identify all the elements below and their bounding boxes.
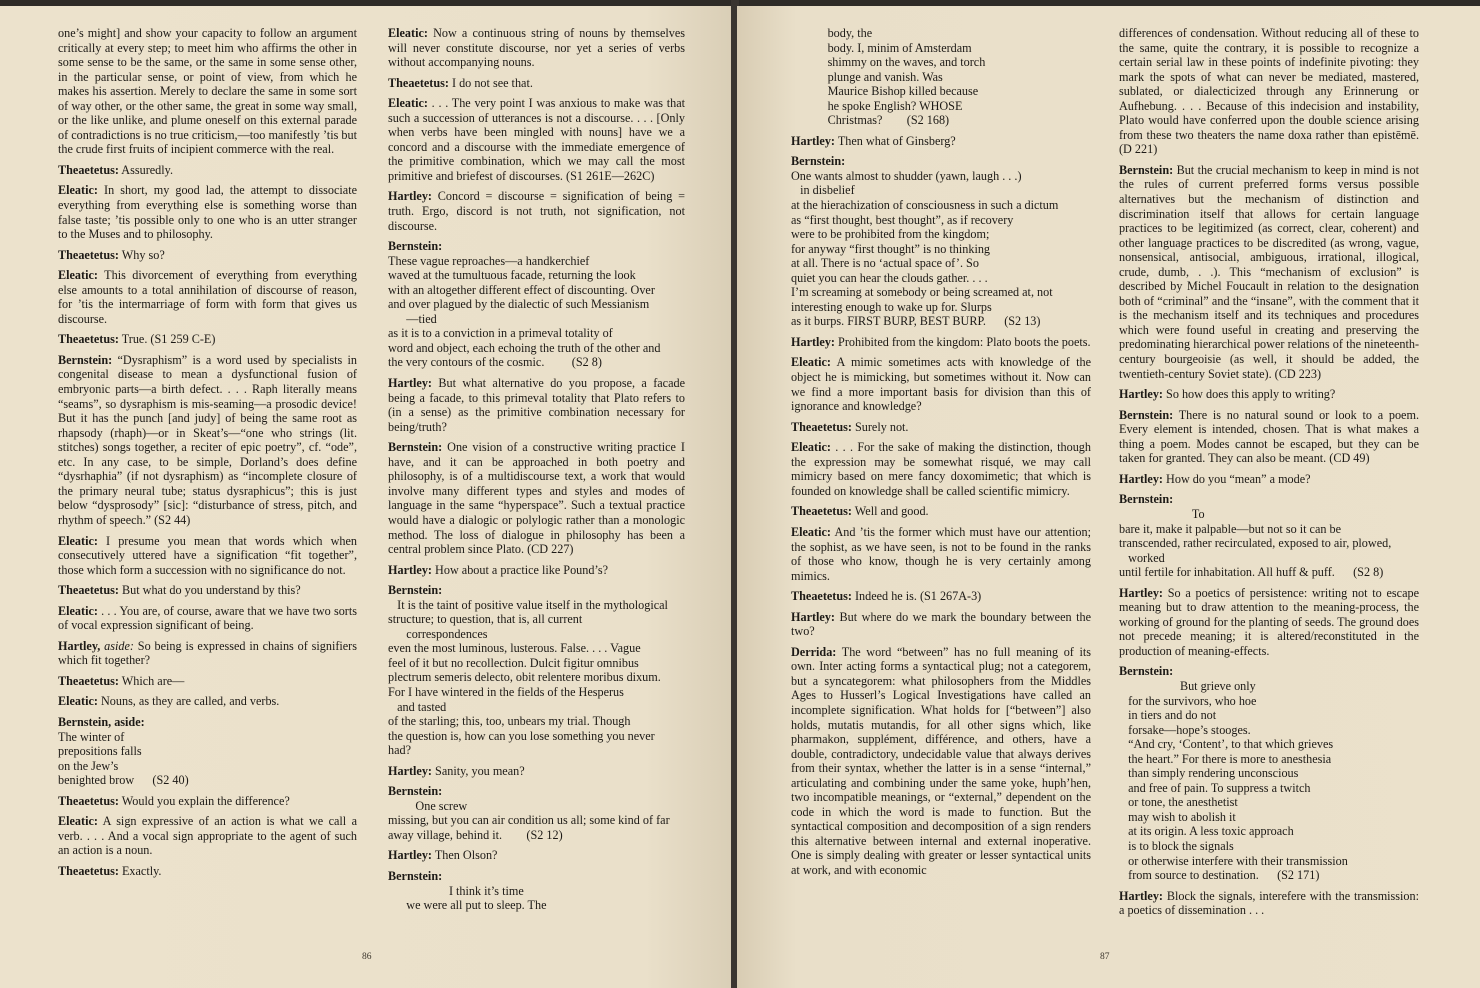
dialogue-paragraph <box>388 563 685 578</box>
speaker-name: Bernstein: <box>388 239 443 254</box>
speaker-label: Theaetetus: <box>58 673 119 688</box>
verse-block <box>1119 492 1419 579</box>
dialogue-paragraph <box>1119 472 1419 487</box>
paragraph-text: So how does this apply to writing? <box>1163 387 1336 402</box>
verse-line: of the starling; this, too, unbears my trial. Though <box>388 714 631 729</box>
dialogue-paragraph <box>58 353 357 528</box>
speaker-name: Bernstein, <box>58 714 112 729</box>
verse-line: interesting enough to wake up for. Slurps <box>791 299 992 314</box>
speaker-label: Theaetetus: <box>58 332 119 347</box>
verse-line: These vague reproaches—a handkerchief <box>388 253 590 268</box>
dialogue-paragraph <box>58 864 357 879</box>
paragraph-text: . . . The very point I was anxious to make was that such a succession of utterances is not a discourse. . . . [Only when verbs have been mingled with nouns] have we a concord and a discourse with the immediate emergence of the primitive combination, which we may call the most primitive and briefest of discourses. (S1 261E—262C) <box>388 96 685 183</box>
verse-line: “And cry, ‘Content’, to that which grieves <box>1119 737 1334 752</box>
verse-block <box>1119 664 1419 882</box>
dialogue-paragraph <box>1119 586 1419 659</box>
verse-line: with an altogether different effect of discounting. Over <box>388 282 655 297</box>
verse-line: had? <box>388 743 412 758</box>
verse-line: missing, but you can air condition us all; some kind of far <box>388 813 670 828</box>
dialogue-paragraph <box>58 183 357 241</box>
dialogue-paragraph <box>388 76 685 91</box>
aside-label: aside: <box>111 714 145 729</box>
speaker-label: Eleatic: <box>58 694 98 709</box>
paragraph-text: one’s might] and show your capacity to follow an argument critically at every step; to meet him who affirms the other in some sense to be the same, or the same in some sense other, in the particular sense, or point of view, from which he makes his assertion. Merely to declare the same in some sort of way other, or the other same, the great in some way small, or the like unlike, and plume oneself on this external parade of contradictions is no true criticism,—too manifestly ’tis but the crude first fruits of incipient commerce with the real. <box>58 26 357 157</box>
speaker-label: Theaetetus: <box>58 793 119 808</box>
speaker-label: Eleatic: <box>58 814 98 829</box>
verse-line: or tone, the anesthetist <box>1119 795 1238 810</box>
verse-line: in tiers and do not <box>1119 708 1217 723</box>
paragraph-text: And ’tis the former which must have our attention; the sophist, as we have seen, is not to be found in the ranks of those who know, though he is very certainly among mimics. <box>791 524 1091 583</box>
dialogue-paragraph <box>58 694 357 709</box>
dialogue-paragraph <box>1119 163 1419 381</box>
verse-line: To <box>1119 506 1205 521</box>
paragraph-text: Well and good. <box>851 504 929 519</box>
speaker-label <box>388 869 685 884</box>
speaker-label: Theaetetus: <box>791 504 852 519</box>
paragraph-text: But what alternative do you propose, a facade being a facade, to this primeval totality that Plato refers to (in a sense) as the primitive combination necessary for being/truth? <box>388 376 685 434</box>
dialogue-paragraph <box>58 534 357 578</box>
verse-block <box>58 715 357 788</box>
paragraph-text: A mimic sometimes acts with knowledge of the object he is mimicking, but sometimes without it. Now can we find a more important basis for division than this of ignorance and knowledge? <box>791 355 1091 414</box>
paragraph-text: The word “between” has no full meaning of its own. Inter acting forms a syntactical plug; not a categorem, but a syncategorem: what philosophers from the Middles Ages to Husserl’s Logical Investigations have called an incomplete signification. What holds for [“between”] also holds, mutatis mutandis, for all other signs which, like pharmakon, supplément, différence, and others, have a double, contradictory, undecidable value that always derives from their syntax, whether the latter is in a sense “internal,” articulating and combining under the same yoke, huph’hen, two incompatible meanings, or “external,” dependent on the code in which the word is made to function. But the syntactical composition and decomposition of a sign renders this alternative between internal and external inoperative. One is simply dealing with greater or lesser syntactical units at work, and with economic <box>791 644 1091 877</box>
paragraph-text: Block the signals, interefere with the transmission: a poetics of dissemination . . . <box>1119 888 1419 918</box>
verse-line: structure; to question, that is, all current <box>388 612 583 627</box>
verse-line: as it burps. FIRST BURP, BEST BURP. (S2 13) <box>791 314 1041 329</box>
verse-line: waved at the tumultuous facade, returning the look <box>388 268 636 283</box>
dialogue-paragraph <box>388 96 685 183</box>
speaker-label <box>1119 664 1419 679</box>
verse-line: plunge and vanish. Was <box>791 69 943 84</box>
verse-line: away village, behind it. (S2 12) <box>388 827 563 842</box>
paragraph-text: True. (S1 259 C-E) <box>118 332 216 347</box>
paragraph-text: Now a continuous string of nouns by themselves will never constitute discourse, nor yet a series of verbs without accompanying nouns. <box>388 26 685 70</box>
speaker-label: Theaetetus: <box>58 863 119 878</box>
page-number-right: 87 <box>1100 952 1110 962</box>
paragraph-text: How about a practice like Pound’s? <box>432 562 608 577</box>
speaker-name: Bernstein: <box>1119 492 1174 507</box>
verse-line: and tasted <box>388 699 447 714</box>
speaker-label: Hartley: <box>791 334 835 349</box>
verse-line: until fertile for inhabitation. All huff & puff. (S2 8) <box>1119 565 1384 580</box>
speaker-label: Hartley: <box>1119 585 1163 600</box>
dialogue-paragraph <box>58 163 357 178</box>
verse-line: body, the <box>791 26 873 40</box>
left-page <box>0 6 733 988</box>
verse-line: quiet you can hear the clouds gather. . . . <box>791 270 988 285</box>
dialogue-paragraph <box>388 189 685 233</box>
dialogue-paragraph <box>791 610 1091 639</box>
speaker-label: Hartley: <box>791 133 835 148</box>
dialogue-paragraph <box>58 248 357 263</box>
dialogue-paragraph <box>388 848 685 863</box>
verse-line: Christmas? (S2 168) <box>791 113 950 128</box>
paragraph-text: So being is expressed in chains of signifiers which fit together? <box>58 638 357 668</box>
speaker-label <box>791 154 1091 169</box>
verse-line: feel of it but no recollection. Dulcit figitur omnibus <box>388 655 639 670</box>
paragraph-text: Assuredly. <box>118 162 173 177</box>
speaker-label: Derrida: <box>791 644 837 659</box>
paragraph-text: Indeed he is. (S1 267A-3) <box>851 589 982 604</box>
paragraph-text: So a poetics of persistence: writing not to escape meaning but to draw attention to the meaning-process, the working of ground for the planting of seeds. The ground does not precede meaning; it is altered/reconstituted in the production of meaning-effects. <box>1119 585 1419 658</box>
speaker-label: Eleatic: <box>58 183 98 198</box>
dialogue-paragraph <box>791 134 1091 149</box>
dialogue-paragraph <box>1119 889 1419 918</box>
dialogue-paragraph <box>58 604 357 633</box>
dialogue-paragraph <box>791 525 1091 583</box>
verse-line: may wish to abolish it <box>1119 809 1236 824</box>
paragraph-text: How do you “mean” a mode? <box>1163 471 1311 486</box>
verse-line: than simply rendering unconscious <box>1119 766 1299 781</box>
paragraph-text: But what do you understand by this? <box>118 583 301 598</box>
paragraph-text: . . . For the sake of making the distinction, though the expression may be somewhat risqué, we may call mimicry based on mere fancy doxomimetic; that which is founded on knowledge shall be called scientific mimicry. <box>791 440 1091 498</box>
verse-line: at its origin. A less toxic approach <box>1119 824 1294 839</box>
dialogue-paragraph <box>58 26 357 157</box>
verse-line: transcended, rather recirculated, exposed to air, plowed, <box>1119 536 1392 551</box>
speaker-name: Bernstein: <box>388 784 443 799</box>
speaker-label <box>388 784 685 799</box>
dialogue-paragraph <box>58 674 357 689</box>
paragraph-text: Why so? <box>118 247 165 262</box>
verse-line: at all. There is no ‘actual space of’. So <box>791 256 979 271</box>
verse-line: for anyway “first thought” is no thinking <box>791 241 991 256</box>
verse-line: the question is, how can you lose something you never <box>388 728 655 743</box>
paragraph-text: This divorcement of everything from everything else amounts to a total annihilation of discourse of reason, for ’tis the intermarriage of form with form that gives us discourse. <box>58 268 357 326</box>
dialogue-paragraph <box>791 355 1091 413</box>
dialogue-paragraph <box>58 794 357 809</box>
verse-line: —tied <box>388 311 437 326</box>
verse-line: benighted brow (S2 40) <box>58 773 189 788</box>
left-page-column-1 <box>58 26 357 926</box>
verse-line: But grieve only <box>1119 678 1256 693</box>
speaker-label: Hartley: <box>388 376 432 391</box>
verse-line: is to block the signals <box>1119 838 1234 853</box>
verse-line: and over plagued by the dialectic of such Messianism <box>388 297 650 312</box>
speaker-name: Bernstein: <box>388 868 443 883</box>
verse-line: or otherwise interfere with their transmission <box>1119 853 1348 868</box>
verse-line: he spoke English? WHOSE <box>791 98 963 113</box>
page-number-left: 86 <box>362 952 372 962</box>
verse-line: in disbelief <box>791 183 855 198</box>
verse-line: One screw <box>388 798 468 813</box>
dialogue-paragraph <box>791 645 1091 878</box>
dialogue-paragraph <box>791 589 1091 604</box>
verse-line: as it is to a conviction in a primeval totality of <box>388 326 613 341</box>
right-page-column-2 <box>1119 26 1419 926</box>
speaker-label <box>58 715 357 730</box>
paragraph-text: differences of condensation. Without reducing all of these to the same, quite the contrary, it is possible to recognize a certain serial law in these points of indefinite pivoting: they mark the spots of what can never be mediated, mastered, sublated, or dialecticized through any Erinnerung or Aufhebung. . . . Because of this indecision and instability, Plato would have conferred upon the double science arising from these two theaters the name doxa rather than epistēmē. (D 221) <box>1119 26 1419 157</box>
verse-line: One wants almost to shudder (yawn, laugh . . .) <box>791 168 1022 183</box>
verse-block <box>388 784 685 842</box>
paragraph-text: “Dysraphism” is a word used by specialists in congenital disease to mean a dysfunctional fusion of embryonic parts—a birth defect. . . . Raph literally means “seams”, so dysraphism is mis-seaming—a prosodic device! But it has the punch [and judy] of being the same root as rhapsody (rhaph)—or in Skeat’s—“one who strings (lit. stitches) songs together, a reciter of epic poetry”, cf. “ode”, etc. In any case, to be simple, Dorland’s does define “dysrhaphia” (if not dysraphism) as “incomplete closure of the primary neural tube; status dysraphicus”; this is just below “dysprosody” [sic]: “disturbance of stress, pitch, and rhythm of speech.” (S2 44) <box>58 352 357 527</box>
speaker-label: Hartley: <box>388 763 432 778</box>
speaker-label: Eleatic: <box>791 524 831 539</box>
left-page-column-2 <box>388 26 685 926</box>
dialogue-paragraph <box>791 420 1091 435</box>
verse-block <box>388 239 685 370</box>
paragraph-text: Then Olson? <box>432 848 498 863</box>
paragraph-text: Which are— <box>118 673 185 688</box>
speaker-label: Hartley: <box>1119 387 1163 402</box>
speaker-label: Hartley, <box>58 638 101 653</box>
verse-line: correspondences <box>388 626 488 641</box>
verse-block <box>791 26 1091 128</box>
verse-line: we were all put to sleep. The <box>388 898 547 913</box>
dialogue-paragraph <box>791 440 1091 498</box>
paragraph-text: Would you explain the difference? <box>118 793 290 808</box>
paragraph-text: I presume you mean that words which when consecutively uttered have a signification “fit together”, those which form a succession with no significance do not. <box>58 533 357 577</box>
verse-line: body. I, minim of Amsterdam <box>791 40 972 55</box>
verse-line: from source to destination. (S2 171) <box>1119 868 1320 883</box>
right-page <box>737 6 1480 988</box>
paragraph-text: Concord = discourse = signification of being = truth. Ergo, discord is not truth, not signification, not discourse. <box>388 189 685 233</box>
verse-line: were to be prohibited from the kingdom; <box>791 227 990 242</box>
verse-line: word and object, each echoing the truth of the other and <box>388 340 661 355</box>
verse-line: forsake—hope’s stooges. <box>1119 722 1251 737</box>
dialogue-paragraph <box>1119 387 1419 402</box>
verse-line: at the hierachization of consciousness in such a dictum <box>791 198 1059 213</box>
verse-line: worked <box>1119 550 1165 565</box>
paragraph-text: Prohibited from the kingdom: Plato boots the poets. <box>835 334 1091 349</box>
dialogue-paragraph <box>388 440 685 556</box>
verse-line: shimmy on the waves, and torch <box>791 55 986 70</box>
speaker-label: Eleatic: <box>791 440 831 455</box>
speaker-label: Bernstein: <box>388 440 443 455</box>
dialogue-paragraph <box>58 639 357 668</box>
speaker-label: Hartley: <box>388 562 432 577</box>
verse-block <box>388 869 685 913</box>
speaker-label: Eleatic: <box>58 533 98 548</box>
dialogue-paragraph <box>791 504 1091 519</box>
dialogue-paragraph <box>388 764 685 779</box>
verse-line: It is the taint of positive value itself in the mythological <box>388 597 668 612</box>
verse-line: even the most luminous, lusterous. False. . . . Vague <box>388 641 641 656</box>
dialogue-paragraph <box>388 26 685 70</box>
verse-line: plectrum semeris delecto, obit relentere moribus dixum. <box>388 670 661 685</box>
paragraph-text: Exactly. <box>118 863 162 878</box>
verse-line: on the Jew’s <box>58 758 119 773</box>
verse-line: and free of pain. To suppress a twitch <box>1119 780 1311 795</box>
speaker-name: Bernstein: <box>388 583 443 598</box>
speaker-label: Theaetetus: <box>791 419 852 434</box>
dialogue-paragraph <box>58 814 357 858</box>
paragraph-text: Surely not. <box>851 419 909 434</box>
speaker-label: Eleatic: <box>791 355 831 370</box>
paragraph-text: . . . You are, of course, aware that we have two sorts of vocal expression significant of being. <box>58 603 357 633</box>
verse-line: the heart.” For there is more to anesthesia <box>1119 751 1332 766</box>
speaker-label: Bernstein: <box>58 352 113 367</box>
speaker-label: Theaetetus: <box>58 247 119 262</box>
speaker-name: Bernstein: <box>791 154 846 169</box>
dialogue-paragraph <box>58 332 357 347</box>
paragraph-text: There is no natural sound or look to a poem. Every element is intended, chosen. That is what makes a thing a poem. Modes cannot be escaped, but they can be taken for granted. They can also be meant. (CD 49) <box>1119 407 1419 466</box>
paragraph-text: Nouns, as they are called, and verbs. <box>97 694 280 709</box>
paragraph-text: A sign expressive of an action is what we call a verb. . . . And a vocal sign appropriate to the agent of such an action is a noun. <box>58 814 357 858</box>
dialogue-paragraph <box>1119 408 1419 466</box>
verse-block <box>388 583 685 758</box>
dialogue-paragraph <box>58 583 357 598</box>
verse-line: I think it’s time <box>388 883 524 898</box>
verse-line: bare it, make it palpable—but not so it can be <box>1119 521 1342 536</box>
speaker-label: Theaetetus: <box>791 589 852 604</box>
speaker-label: Theaetetus: <box>388 75 449 90</box>
speaker-label: Hartley: <box>791 609 835 624</box>
paragraph-text: But the crucial mechanism to keep in mind is not the rules of current preferred forms versus possible alternatives but the mechanism of distinction and discrimination itself that allows for certain language practices to be legitimized (as correct, clear, coherent) and other language practices to be discredited (as wrong, vague, nonsensical, antisocial, ambiguous, irrational, illogical, crude, dumb, . .). This “mechanism of exclusion” is described by Michel Foucault in relation to the designation both of “criminal” and the “insane”, with the comment that it is the mechanism itself and its techniques and procedures which were found useful in creating and preserving the predominating hierarchical power relations of the nineteenth-century bourgeoisie (as well, it should be added, the twentieth-century Soviet state). (CD 223) <box>1119 162 1419 381</box>
speaker-label: Theaetetus: <box>58 583 119 598</box>
speaker-label: Hartley: <box>1119 888 1163 903</box>
verse-line: for the survivors, who hoe <box>1119 693 1257 708</box>
speaker-label <box>388 239 685 254</box>
speaker-label: Hartley: <box>388 189 432 204</box>
verse-line: For I have wintered in the fields of the Hesperus <box>388 684 624 699</box>
dialogue-paragraph <box>1119 26 1419 157</box>
speaker-label <box>388 583 685 598</box>
verse-line: as “first thought, best thought”, as if recovery <box>791 212 1014 227</box>
speaker-label: Eleatic: <box>388 26 428 40</box>
speaker-label: Bernstein: <box>1119 407 1174 422</box>
aside-label: aside: <box>100 638 134 653</box>
verse-line: The winter of <box>58 729 125 744</box>
dialogue-paragraph <box>58 268 357 326</box>
dialogue-paragraph <box>791 335 1091 350</box>
paragraph-text: One vision of a constructive writing practice I have, and it can be approached in both poetry and philosophy, is of a multidiscourse text, a work that would involve many different types and styles and modes of language in the same “hyperspace”. Such a textual practice would have a dialogic or polylogic rather than a monologic method. The loss of dialogue in philosophy has been a central problem since Plato. (CD 227) <box>388 440 685 557</box>
speaker-label: Bernstein: <box>1119 162 1174 177</box>
paragraph-text: Then what of Ginsberg? <box>835 133 956 148</box>
paragraph-text: In short, my good lad, the attempt to dissociate everything from everything else is something worse than false taste; ’tis possible only to one who is an utter stranger to the Muses and to philosophy. <box>58 183 357 242</box>
verse-line: Maurice Bishop killed because <box>791 84 979 99</box>
speaker-label: Hartley: <box>388 848 432 863</box>
verse-line: prepositions falls <box>58 744 142 759</box>
right-page-column-1 <box>791 26 1091 926</box>
speaker-label: Hartley: <box>1119 471 1163 486</box>
verse-block <box>791 154 1091 329</box>
paragraph-text: I do not see that. <box>448 75 533 90</box>
speaker-name: Bernstein: <box>1119 664 1174 679</box>
speaker-label: Eleatic: <box>58 603 98 618</box>
speaker-label <box>1119 492 1419 507</box>
speaker-label: Theaetetus: <box>58 162 119 177</box>
paragraph-text: But where do we mark the boundary between the two? <box>791 609 1091 639</box>
verse-line: I’m screaming at somebody or being screamed at, not <box>791 285 1053 300</box>
speaker-label: Eleatic: <box>388 96 428 111</box>
dialogue-paragraph <box>388 376 685 434</box>
verse-line: the very contours of the cosmic. (S2 8) <box>388 355 602 370</box>
paragraph-text: Sanity, you mean? <box>432 763 525 778</box>
speaker-label: Eleatic: <box>58 268 98 283</box>
